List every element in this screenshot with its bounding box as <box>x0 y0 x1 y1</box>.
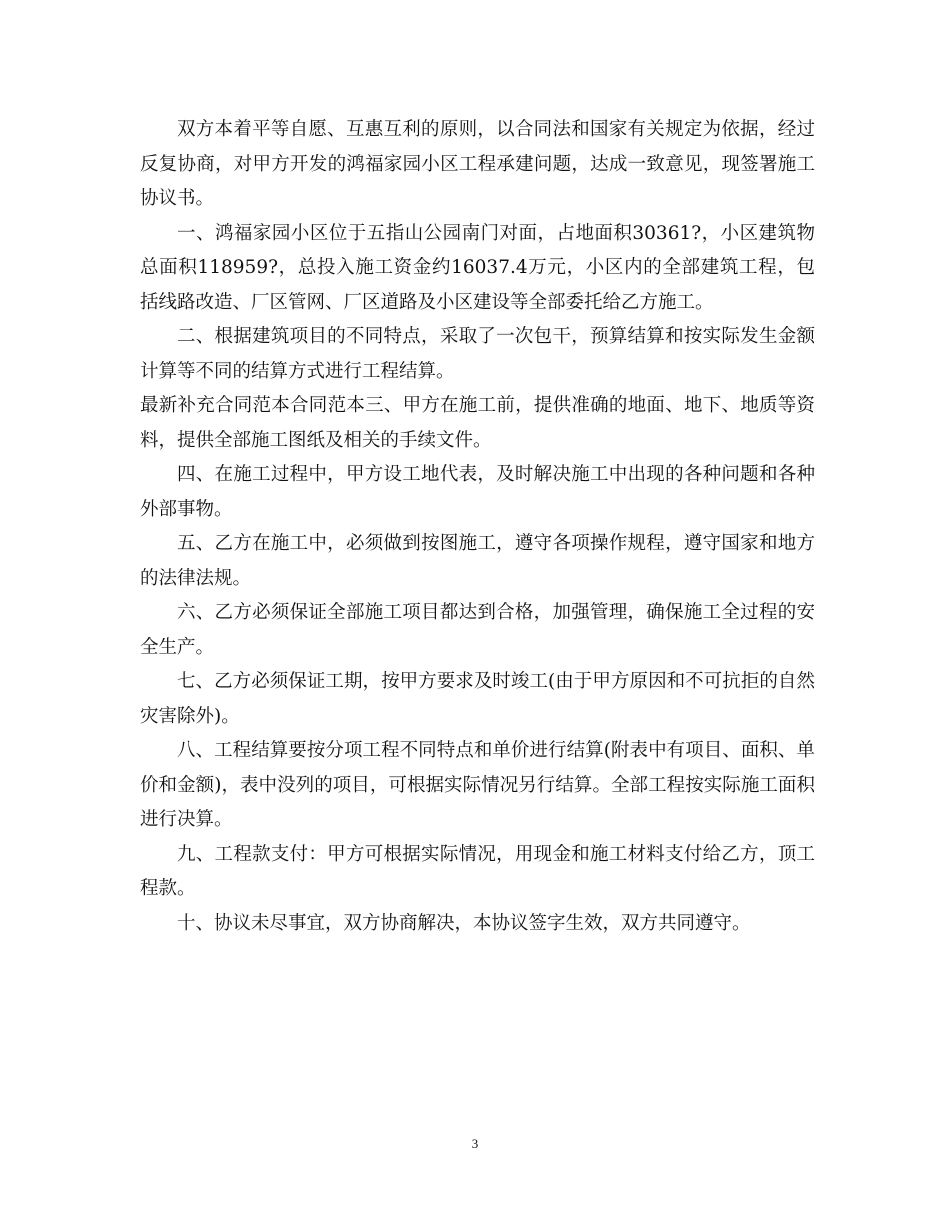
paragraph-clause-9: 九、工程款支付：甲方可根据实际情况，用现金和施工材料支付给乙方，顶工程款。 <box>140 843 815 899</box>
paragraph-clause-6: 六、乙方必须保证全部施工项目都达到合格，加强管理，确保施工全过程的安全生产。 <box>140 602 815 658</box>
paragraph-clause-1: 一、鸿福家园小区位于五指山公园南门对面，占地面积30361?，小区建筑物总面积118959?，总投入施工资金约16037.4万元，小区内的全部建筑工程，包括线路改造、厂区管网、厂区道路及小区建设等全部委托给乙方施工。 <box>140 222 815 313</box>
paragraph-clause-4: 四、在施工过程中，甲方设工地代表，及时解决施工中出现的各种问题和各种外部事物。 <box>140 464 815 520</box>
page-number: 3 <box>471 1136 479 1151</box>
paragraph-clause-5: 五、乙方在施工中，必须做到按图施工，遵守各项操作规程，遵守国家和地方的法律法规。 <box>140 533 815 589</box>
document-body <box>140 113 815 941</box>
paragraph-clause-3: 最新补充合同范本合同范本三、甲方在施工前，提供准确的地面、地下、地质等资料，提供全部施工图纸及相关的手续文件。 <box>140 395 815 451</box>
paragraph-clause-10: 十、协议未尽事宜，双方协商解决，本协议签字生效，双方共同遵守。 <box>177 912 751 934</box>
paragraph-clause-7: 七、乙方必须保证工期，按甲方要求及时竣工(由于甲方原因和不可抗拒的自然灾害除外)。 <box>140 671 815 727</box>
paragraph-clause-8: 八、工程结算要按分项工程不同特点和单价进行结算(附表中有项目、面积、单价和金额)，表中没列的项目，可根据实际情况另行结算。全部工程按实际施工面积进行决算。 <box>140 740 815 830</box>
paragraph-intro: 双方本着平等自愿、互惠互利的原则，以合同法和国家有关规定为依据，经过反复协商，对甲方开发的鸿福家园小区工程承建问题，达成一致意见，现签署施工协议书。 <box>140 119 815 209</box>
paragraph-clause-2: 二、根据建筑项目的不同特点，采取了一次包干，预算结算和按实际发生金额计算等不同的结算方式进行工程结算。 <box>140 326 815 382</box>
